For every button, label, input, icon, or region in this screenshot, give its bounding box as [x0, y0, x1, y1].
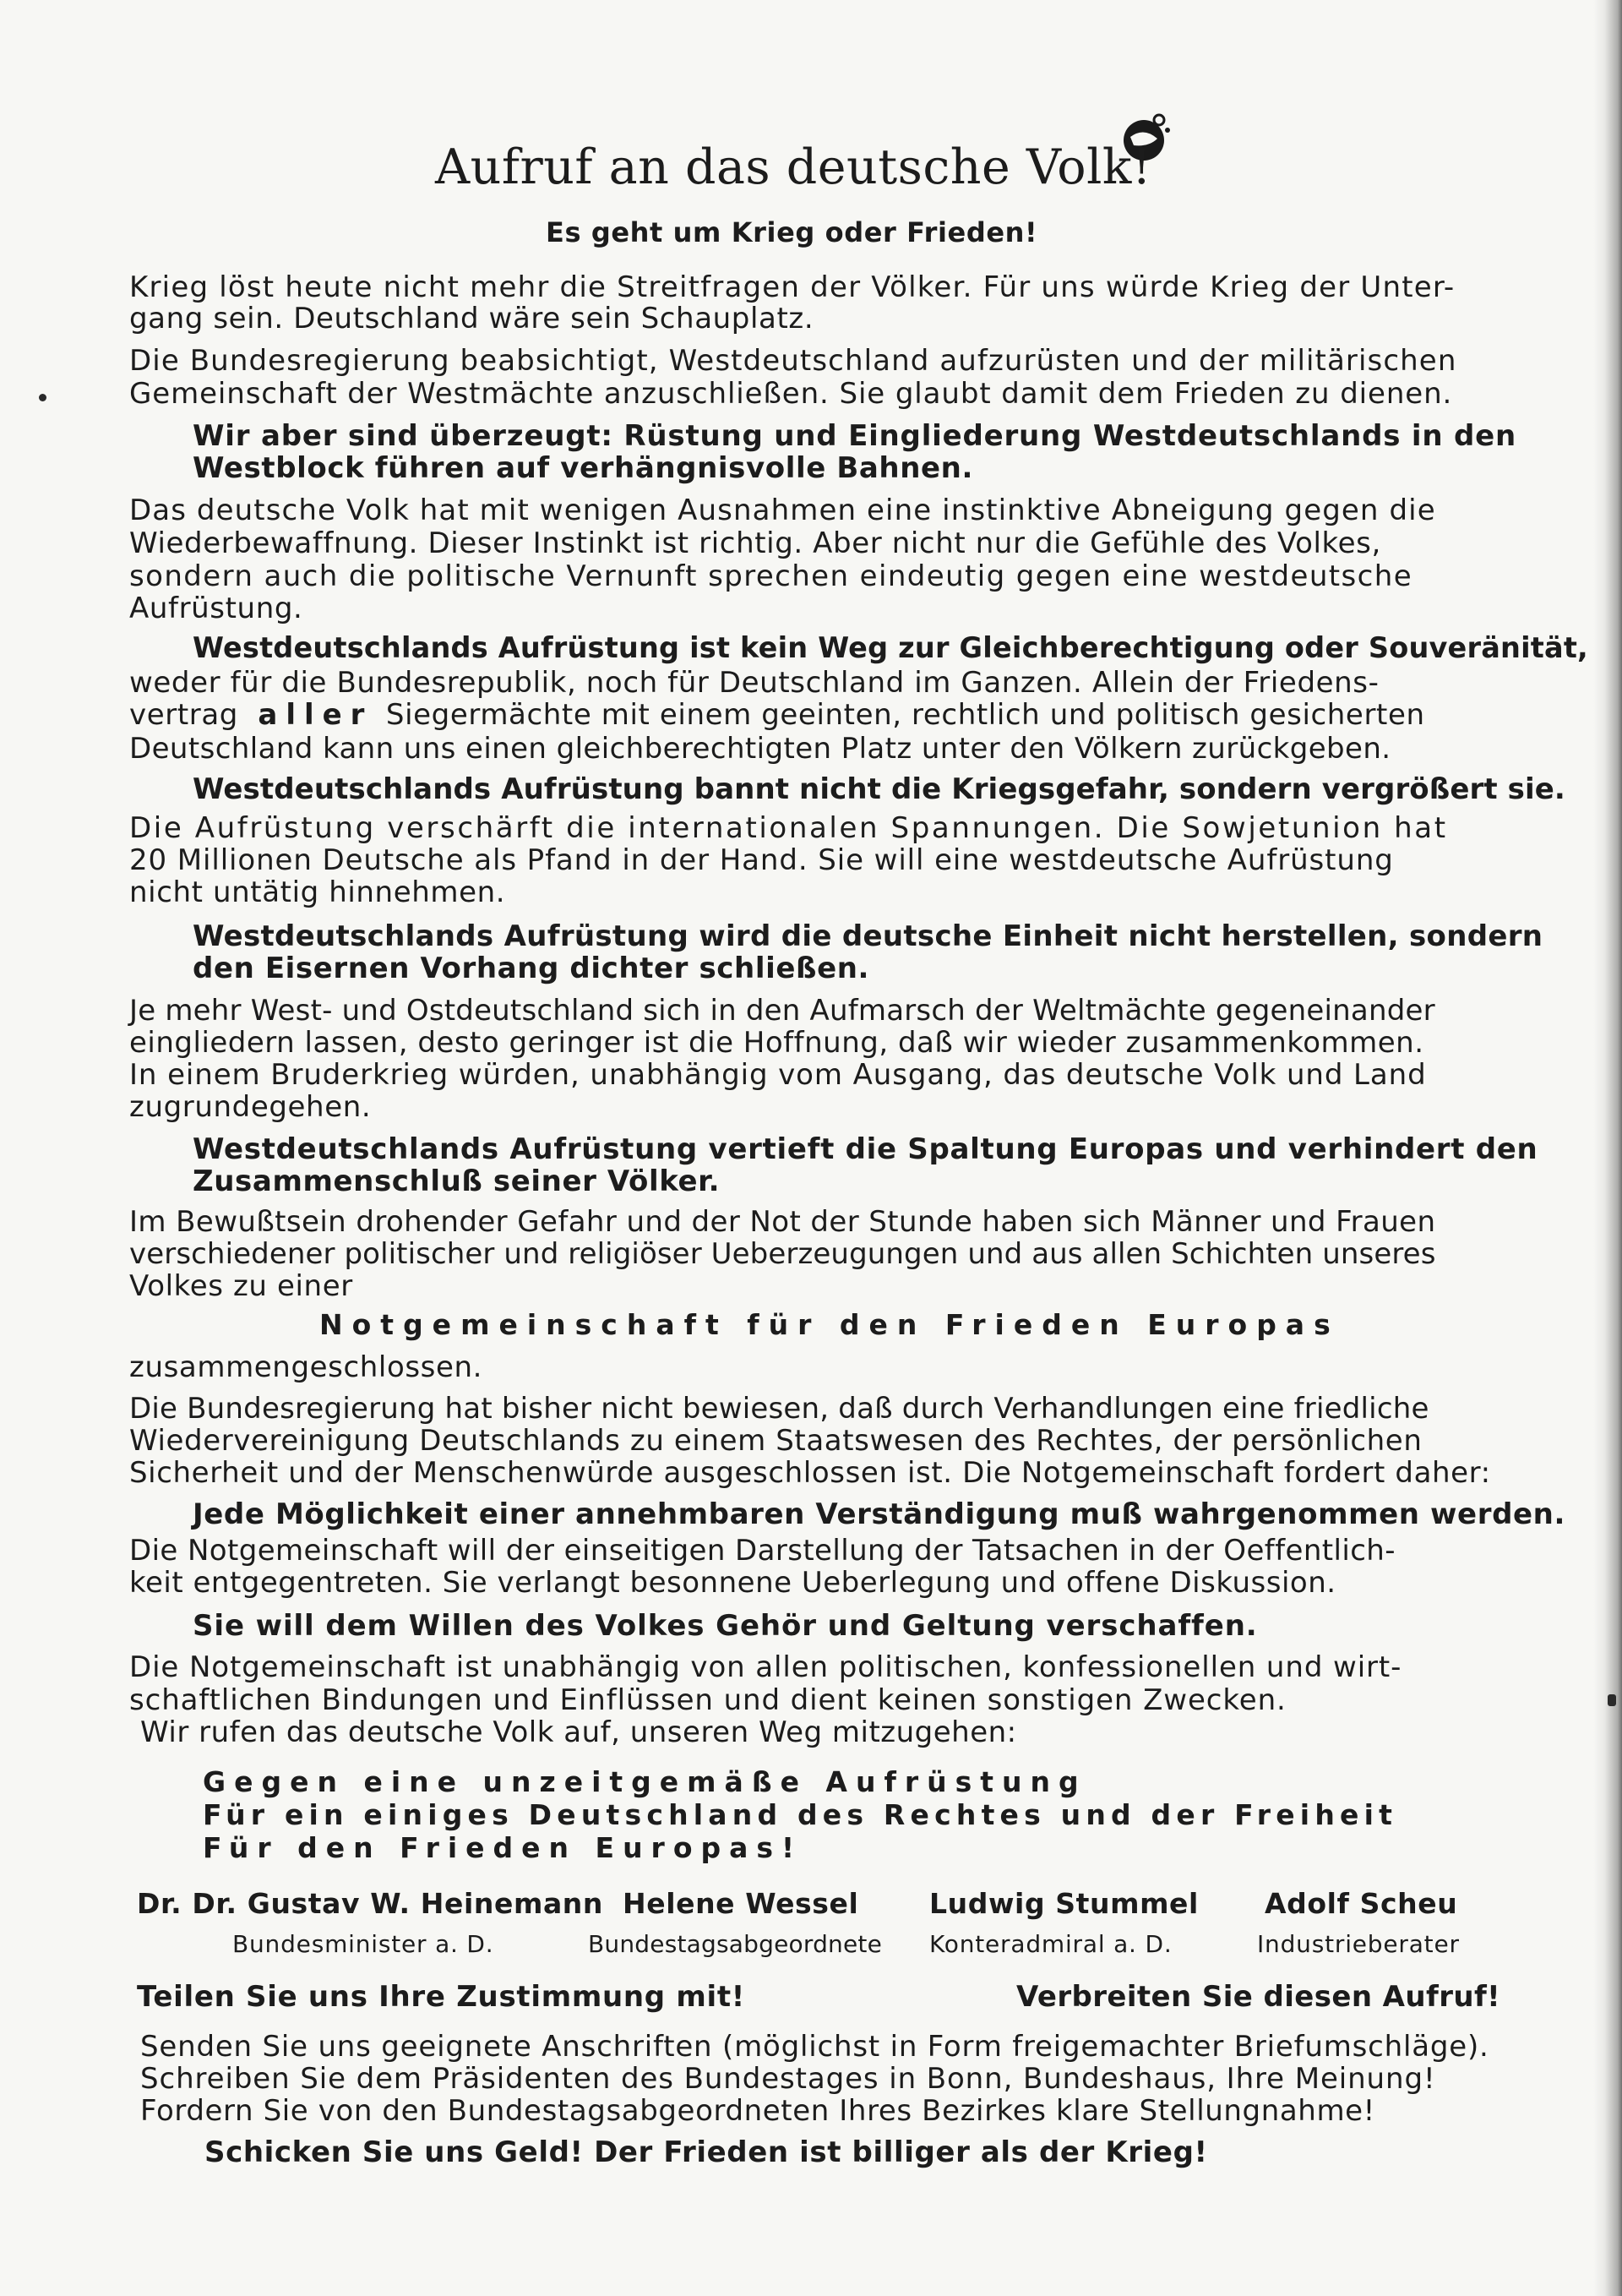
text-line: Aufrüstung. [129, 592, 303, 625]
organization-name: Notgemeinschaft für den Frieden Europas [319, 1308, 1340, 1341]
signatory-name: Helene Wessel [623, 1887, 859, 1920]
emphasis-line: Wir aber sind überzeugt: Rüstung und Eingliederung Westdeutschlands in den [193, 419, 1517, 453]
text-line: zugrundegehen. [129, 1090, 372, 1124]
text-line: Krieg löst heute nicht mehr die Streitfragen der Völker. Für uns würde Krieg der Unter- [129, 270, 1456, 304]
emphasis-line: den Eisernen Vorhang dichter schließen. [193, 952, 870, 985]
text-line: Wiederbewaffnung. Dieser Instinkt ist richtig. Aber nicht nur die Gefühle des Volkes, [129, 526, 1381, 560]
text-line: Wiedervereinigung Deutschlands zu einem Staatswesen des Rechtes, der persönlichen [129, 1424, 1423, 1458]
text-line: Die Bundesregierung beabsichtigt, Westdeutschland aufzurüsten und der militärischen [129, 344, 1457, 378]
signatory-name: Dr. Dr. Gustav W. Heinemann [137, 1887, 603, 1920]
footer-line: Schreiben Sie dem Präsidenten des Bundestages in Bonn, Bundeshaus, Ihre Meinung! [140, 2062, 1436, 2096]
signatory-role: Bundesminister a. D. [232, 1930, 494, 1958]
emphasis-line: Sie will dem Willen des Volkes Gehör und Geltung verschaffen. [193, 1609, 1258, 1643]
text-line: gang sein. Deutschland wäre sein Schauplatz. [129, 302, 814, 335]
text-line: 20 Millionen Deutsche als Pfand in der Hand. Sie will eine westdeutsche Aufrüstung [129, 843, 1394, 877]
text-line: verschiedener politischer und religiöser Ueberzeugungen und aus allen Schichten unseres [129, 1237, 1436, 1271]
signatory-role: Industrieberater [1257, 1930, 1460, 1958]
text-line [129, 698, 1425, 732]
text-line: Gemeinschaft der Westmächte anzuschließen. Sie glaubt damit dem Frieden zu dienen. [129, 377, 1453, 411]
page-title: Aufruf an das deutsche Volk! [435, 139, 1152, 195]
text-line: zusammengeschlossen. [129, 1350, 483, 1384]
emphasis-line: Westblock führen auf verhängnisvolle Bahnen. [193, 451, 973, 485]
emphasis-line: Zusammenschluß seiner Völker. [193, 1164, 721, 1198]
text-line: Das deutsche Volk hat mit wenigen Ausnahmen eine instinktive Abneigung gegen die [129, 494, 1436, 527]
text-line: Die Bundesregierung hat bisher nicht bewiesen, daß durch Verhandlungen eine friedliche [129, 1392, 1429, 1426]
signatory-name: Adolf Scheu [1265, 1887, 1458, 1920]
text-line: Im Bewußtsein drohender Gefahr und der Not der Stunde haben sich Männer und Frauen [129, 1205, 1436, 1239]
text-line: sondern auch die politische Vernunft sprechen eindeutig gegen eine westdeutsche [129, 559, 1413, 593]
text-line: Die Notgemeinschaft ist unabhängig von allen politischen, konfessionellen und wirt- [129, 1650, 1402, 1684]
emphasis-line: Jede Möglichkeit einer annehmbaren Verständigung muß wahrgenommen werden. [193, 1497, 1565, 1531]
text-line: Sicherheit und der Menschenwürde ausgeschlossen ist. Die Notgemeinschaft fordert daher: [129, 1456, 1491, 1490]
slogan-line: Gegen eine unzeitgemäße Aufrüstung [203, 1765, 1087, 1798]
text-line: eingliedern lassen, desto geringer ist die Hoffnung, daß wir wieder zusammenkommen. [129, 1026, 1424, 1060]
ink-speck [1608, 1694, 1616, 1706]
text-line: schaftlichen Bindungen und Einflüssen und dient keinen sonstigen Zwecken. [129, 1683, 1287, 1717]
text-fragment: vertrag [129, 698, 238, 732]
page-subtitle: Es geht um Krieg oder Frieden! [546, 216, 1038, 248]
emphasis-line: Westdeutschlands Aufrüstung wird die deutsche Einheit nicht herstellen, sondern [193, 919, 1543, 953]
footer-call-right: Verbreiten Sie diesen Aufruf! [1016, 1980, 1501, 2014]
text-line: Die Notgemeinschaft will der einseitigen Darstellung der Tatsachen in der Oeffentlich- [129, 1534, 1396, 1568]
footer-emphasis-line: Schicken Sie uns Geld! Der Frieden ist billiger als der Krieg! [204, 2135, 1208, 2169]
slogan-line: Für den Frieden Europas! [203, 1831, 803, 1864]
signatory-role: Konteradmiral a. D. [929, 1930, 1173, 1958]
text-line: Deutschland kann uns einen gleichberechtigten Platz unter den Völkern zurückgeben. [129, 732, 1391, 766]
text-line: In einem Bruderkrieg würden, unabhängig vom Ausgang, das deutsche Volk und Land [129, 1058, 1427, 1092]
text-line: keit entgegentreten. Sie verlangt besonnene Ueberlegung und offene Diskussion. [129, 1566, 1336, 1600]
text-line: Wir rufen das deutsche Volk auf, unseren Weg mitzugehen: [140, 1715, 1017, 1749]
text-line: nicht untätig hinnehmen. [129, 875, 506, 909]
text-fragment: Siegermächte mit einem geeinten, rechtlich und politisch gesicherten [385, 698, 1425, 732]
text-line: weder für die Bundesrepublik, noch für Deutschland im Ganzen. Allein der Friedens- [129, 666, 1380, 700]
emphasis-line: Westdeutschlands Aufrüstung vertieft die Spaltung Europas und verhindert den [193, 1132, 1538, 1166]
text-line: Die Aufrüstung verschärft die internationalen Spannungen. Die Sowjetunion hat [129, 811, 1448, 845]
signatory-name: Ludwig Stummel [929, 1887, 1199, 1920]
text-line: Je mehr West- und Ostdeutschland sich in den Aufmarsch der Weltmächte gegeneinander [129, 994, 1435, 1028]
emphasis-line: Westdeutschlands Aufrüstung bannt nicht die Kriegsgefahr, sondern vergrößert sie. [193, 772, 1565, 806]
ink-speck [39, 394, 46, 401]
scan-edge-shadow [1593, 0, 1622, 2296]
footer-line: Fordern Sie von den Bundestagsabgeordneten Ihres Bezirkes klare Stellungnahme! [140, 2094, 1375, 2128]
footer-line: Senden Sie uns geeignete Anschriften (möglichst in Form freigemachter Briefumschläge). [140, 2030, 1489, 2064]
signatory-role: Bundestagsabgeordnete [588, 1930, 883, 1958]
text-line: Volkes zu einer [129, 1269, 353, 1303]
emphasis-line: Westdeutschlands Aufrüstung ist kein Weg zur Gleichberechtigung oder Souveränität, [193, 631, 1588, 665]
spaced-emphasis-word: aller [258, 698, 373, 732]
slogan-line: Für ein einiges Deutschland des Rechtes und der Freiheit [203, 1798, 1398, 1831]
footer-call-left: Teilen Sie uns Ihre Zustimmung mit! [137, 1980, 745, 2014]
